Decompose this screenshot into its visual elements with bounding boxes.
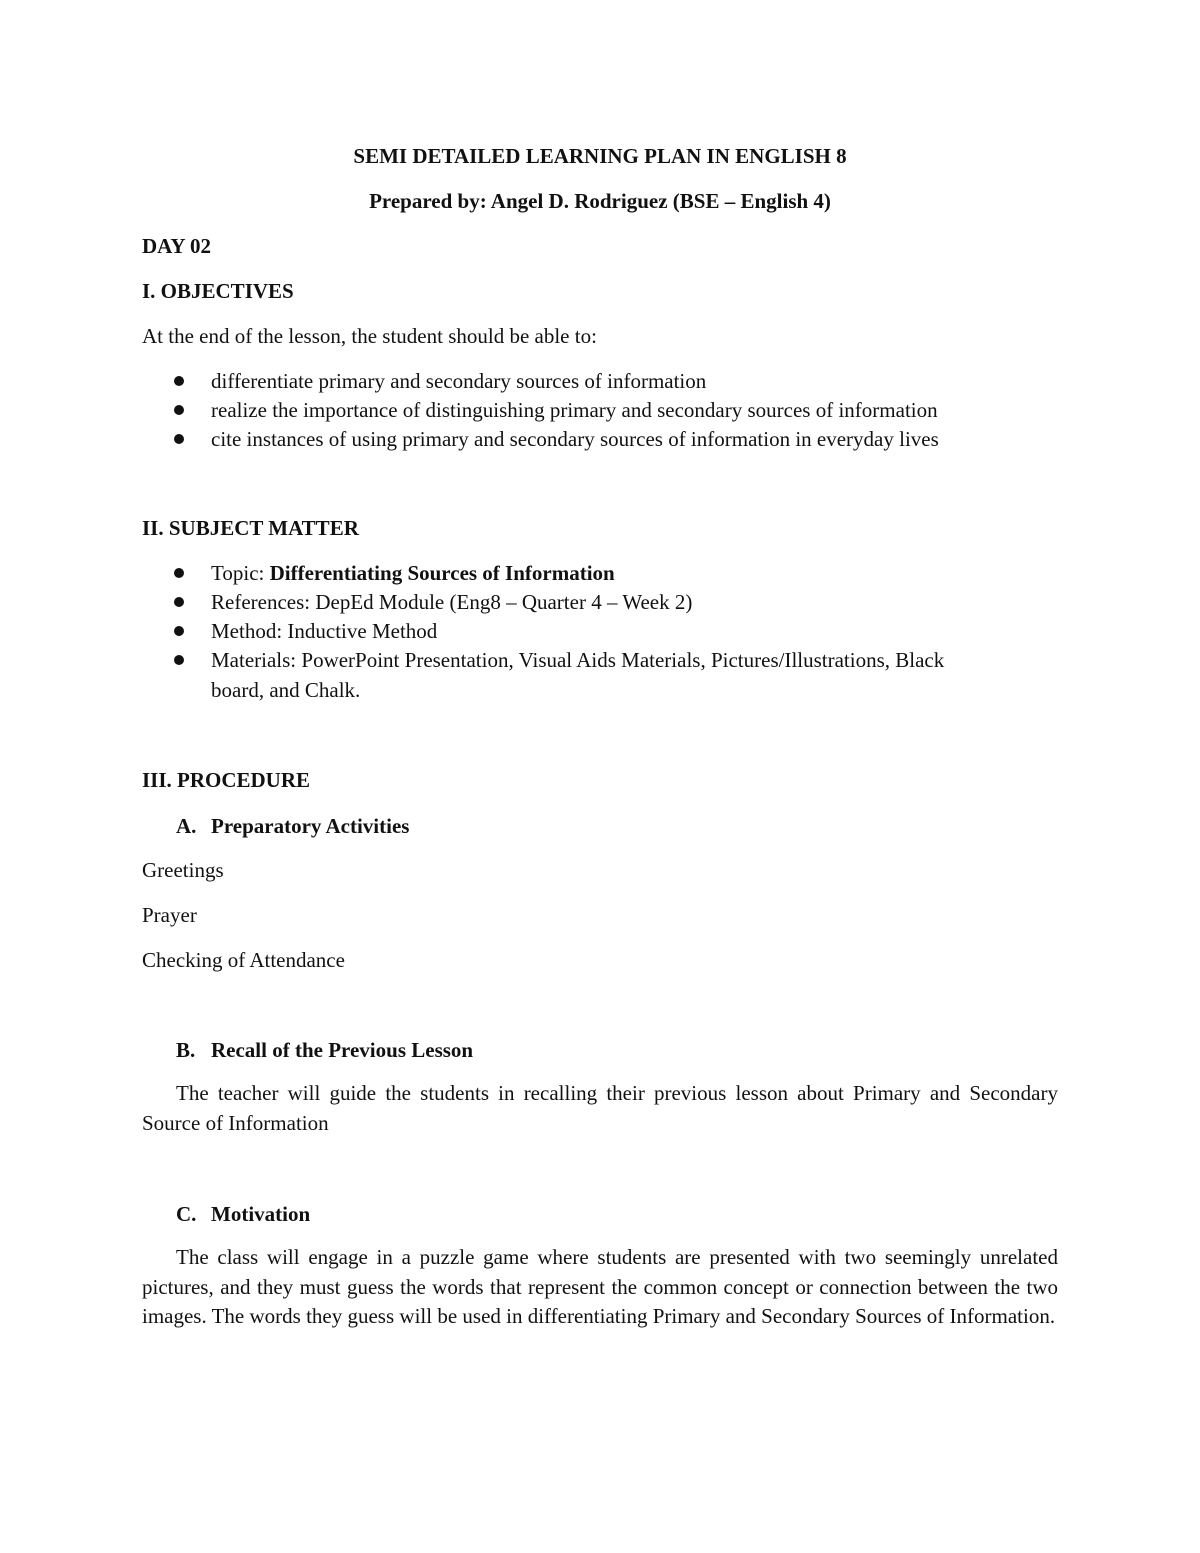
section-b-title: Recall of the Previous Lesson <box>211 1038 474 1062</box>
topic-value: Differentiating Sources of Information <box>269 561 615 585</box>
bullet-icon <box>174 626 184 636</box>
bullet-icon <box>174 405 184 415</box>
section-c-heading <box>176 1199 310 1229</box>
objective-item: differentiate primary and secondary sources of information <box>211 369 707 393</box>
topic-item <box>211 558 615 588</box>
method-item: Method: Inductive Method <box>211 619 438 643</box>
materials-item: Materials: PowerPoint Presentation, Visual Aids Materials, Pictures/Illustrations, Black <box>211 648 945 672</box>
section-b-letter: B. <box>176 1038 196 1062</box>
bullet-icon <box>174 434 184 444</box>
section-b-heading <box>176 1035 473 1065</box>
references-item: References: DepEd Module (Eng8 – Quarter 4 – Week 2) <box>211 590 693 614</box>
activity-item: Prayer <box>142 903 197 927</box>
objectives-intro: At the end of the lesson, the student should be able to: <box>142 324 597 348</box>
bullet-icon <box>174 597 184 607</box>
objectives-heading: I. OBJECTIVES <box>142 279 294 303</box>
objective-item: cite instances of using primary and secondary sources of information in everyday lives <box>211 427 939 451</box>
section-b-paragraph: The teacher will guide the students in recalling their previous lesson about Primary and Secondary Source of Information <box>142 1081 1058 1135</box>
bullet-icon <box>174 568 184 578</box>
activity-item: Greetings <box>142 858 224 882</box>
section-a-title: Preparatory Activities <box>211 814 410 838</box>
activity-item: Checking of Attendance <box>142 948 345 972</box>
prepared-by: Prepared by: Angel D. Rodriguez (BSE – English 4) <box>369 189 831 213</box>
section-c-letter: C. <box>176 1202 197 1226</box>
section-a-heading <box>176 811 409 841</box>
section-c-paragraph: The class will engage in a puzzle game where students are presented with two seemingly unrelated pictures, and they must guess the words that represent the common concept or connection between the two images. The words they guess will be used in differentiating Primary and Secondary Sources of Information. <box>142 1245 1058 1328</box>
materials-item-continued: board, and Chalk. <box>211 678 361 702</box>
topic-label: Topic: <box>211 561 270 585</box>
bullet-icon <box>174 376 184 386</box>
document-title: SEMI DETAILED LEARNING PLAN IN ENGLISH 8 <box>353 144 847 168</box>
section-c-title: Motivation <box>211 1202 311 1226</box>
subject-matter-heading: II. SUBJECT MATTER <box>142 516 359 540</box>
bullet-icon <box>174 655 184 665</box>
objective-item: realize the importance of distinguishing primary and secondary sources of information <box>211 398 938 422</box>
section-a-letter: A. <box>176 814 197 838</box>
procedure-heading: III. PROCEDURE <box>142 768 311 792</box>
day-label: DAY 02 <box>142 234 212 258</box>
